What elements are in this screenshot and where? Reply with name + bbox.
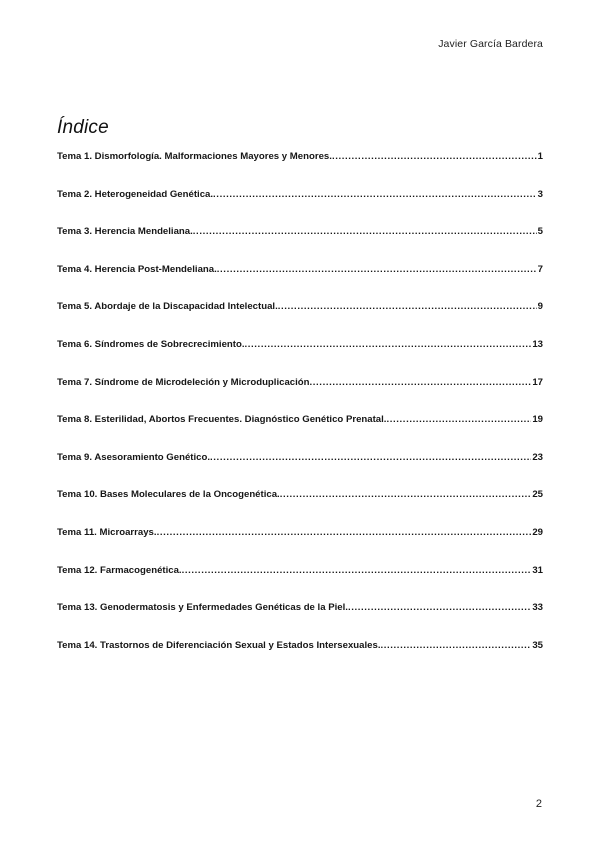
toc-dot-leader	[278, 301, 537, 312]
toc-dot-leader	[348, 602, 531, 613]
toc-dot-leader	[182, 565, 532, 576]
header-author: Javier García Bardera	[438, 38, 543, 50]
toc-entry-page: 17	[532, 376, 543, 388]
toc-dot-leader	[157, 527, 532, 538]
toc-entry-title: Tema 4. Herencia Post-Mendeliana.	[57, 263, 217, 275]
toc-entry-title: Tema 9. Asesoramiento Genético.	[57, 451, 211, 463]
toc-dot-leader	[280, 489, 532, 500]
toc-entry-tema-14[interactable]	[57, 640, 543, 678]
toc-entry-page: 25	[532, 489, 543, 501]
toc-dot-leader	[310, 377, 532, 388]
toc-entry-tema-8[interactable]	[57, 414, 543, 452]
toc-entry-title: Tema 13. Genodermatosis y Enfermedades Genéticas de la Piel.	[57, 602, 348, 614]
toc-entry-page: 3	[537, 188, 543, 200]
page-number: 2	[535, 798, 542, 810]
toc-entry-tema-12[interactable]	[57, 565, 543, 603]
toc-entry-title: Tema 5. Abordaje de la Discapacidad Intelectual.	[57, 301, 278, 313]
toc-entry-page: 33	[532, 602, 543, 614]
toc-entry-tema-4[interactable]	[57, 264, 543, 302]
toc-entry-title: Tema 3. Herencia Mendeliana.	[57, 226, 193, 238]
toc-entry-title: Tema 2. Heterogeneidad Genética.	[57, 188, 214, 200]
toc-dot-leader	[386, 414, 531, 425]
toc-entry-page: 29	[532, 526, 543, 538]
toc-entry-title: Tema 8. Esterilidad, Abortos Frecuentes. Diagnóstico Genético Prenatal.	[57, 414, 387, 426]
toc-entry-page: 13	[532, 338, 543, 350]
toc-entry-tema-3[interactable]	[57, 226, 543, 264]
toc-entry-tema-11[interactable]	[57, 527, 543, 565]
toc-entry-page: 19	[532, 414, 543, 426]
toc-entry-tema-9[interactable]	[57, 452, 543, 490]
toc-entry-title: Tema 6. Síndromes de Sobrecrecimiento.	[57, 338, 245, 350]
index-title: Índice	[57, 116, 109, 138]
toc-entry-title: Tema 11. Microarrays.	[57, 526, 157, 538]
toc-entry-tema-1[interactable]	[57, 151, 543, 189]
toc-entry-title: Tema 14. Trastornos de Diferenciación Sexual y Estados Intersexuales.	[57, 639, 381, 651]
toc-entry-tema-5[interactable]	[57, 301, 543, 339]
toc-entry-title: Tema 12. Farmacogenética.	[57, 564, 182, 576]
toc-entry-title: Tema 1. Dismorfología. Malformaciones Mayores y Menores.	[57, 151, 332, 162]
toc-dot-leader	[193, 226, 537, 237]
toc-dot-leader	[217, 264, 537, 275]
toc-entry-page: 1	[537, 151, 543, 162]
toc-entry-page: 23	[532, 451, 543, 463]
table-of-contents	[57, 151, 543, 677]
toc-entry-page: 7	[537, 263, 543, 275]
toc-entry-tema-7[interactable]	[57, 377, 543, 415]
toc-entry-page: 5	[537, 226, 543, 238]
toc-entry-title: Tema 10. Bases Moleculares de la Oncogenética.	[57, 489, 280, 501]
toc-entry-page: 35	[532, 639, 543, 651]
toc-dot-leader	[380, 640, 531, 651]
toc-entry-page: 9	[537, 301, 543, 313]
toc-entry-tema-6[interactable]	[57, 339, 543, 377]
toc-dot-leader	[213, 189, 537, 200]
toc-entry-title: Tema 7. Síndrome de Microdeleción y Microduplicación	[57, 376, 310, 388]
toc-dot-leader	[210, 452, 531, 463]
toc-entry-tema-13[interactable]	[57, 602, 543, 640]
toc-dot-leader	[332, 151, 537, 162]
toc-dot-leader	[245, 339, 532, 350]
toc-entry-tema-10[interactable]	[57, 489, 543, 527]
toc-entry-page: 31	[532, 564, 543, 576]
toc-entry-tema-2[interactable]	[57, 189, 543, 227]
